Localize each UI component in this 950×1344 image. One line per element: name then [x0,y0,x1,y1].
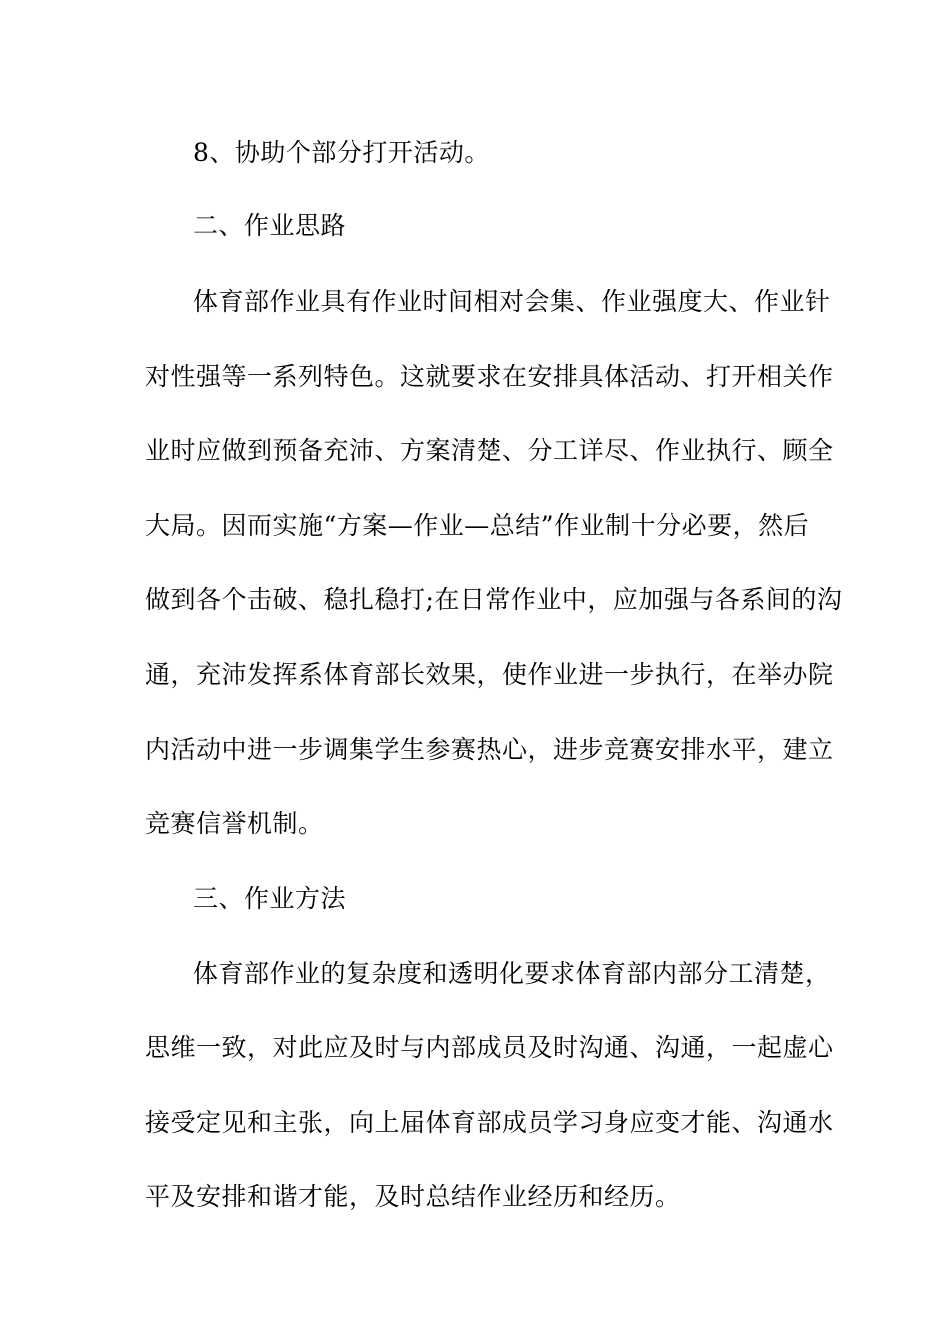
list-item-8: 8、协助个部分打开活动。 [193,138,490,167]
paragraph-line: 业时应做到预备充沛、方案清楚、分工详尽、作业执行、顾全 [145,436,834,465]
section-heading-2: 二、作业思路 [193,211,347,240]
paragraph-line: 通，充沛发挥系体育部长效果，使作业进一步执行，在举办院 [145,660,834,689]
paragraph-line: 体育部作业具有作业时间相对会集、作业强度大、作业针 [193,287,831,316]
paragraph-line: 做到各个击破、稳扎稳打;在日常作业中，应加强与各系间的沟 [145,585,843,614]
section-heading-3: 三、作业方法 [193,884,347,913]
paragraph-line: 大局。因而实施“方案—作业—总结”作业制十分必要，然后 [145,511,810,540]
paragraph-line: 对性强等一系列特色。这就要求在安排具体活动、打开相关作 [145,362,834,391]
paragraph-line: 思维一致，对此应及时与内部成员及时沟通、沟通，一起虚心 [145,1033,834,1062]
paragraph-line: 竞赛信誉机制。 [145,809,324,838]
paragraph-line: 接受定见和主张，向上届体育部成员学习身应变才能、沟通水 [145,1108,834,1137]
paragraph-line: 体育部作业的复杂度和透明化要求体育部内部分工清楚， [193,959,831,988]
paragraph-line: 平及安排和谐才能，及时总结作业经历和经历。 [145,1182,681,1211]
paragraph-line: 内活动中进一步调集学生参赛热心，进步竞赛安排水平，建立 [145,735,834,764]
